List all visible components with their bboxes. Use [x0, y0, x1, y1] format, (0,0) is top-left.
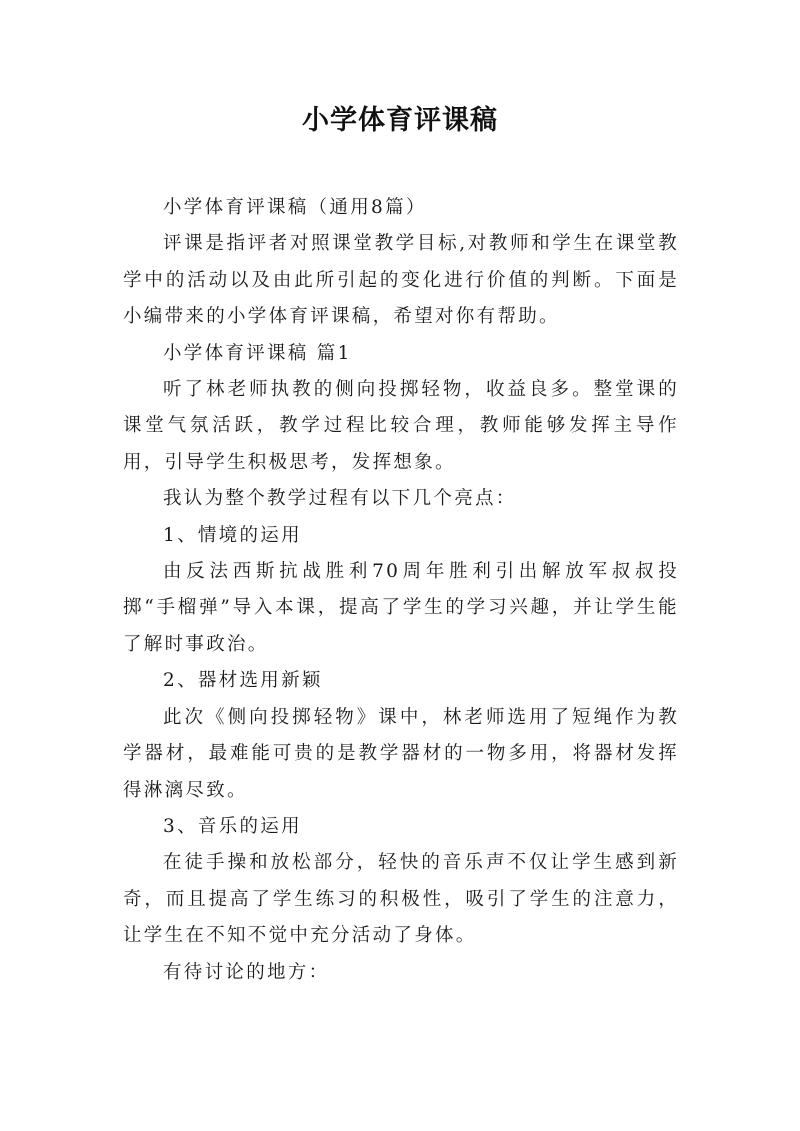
paragraph-point-3-heading: 3、音乐的运用	[163, 815, 302, 837]
paragraph-section-heading: 小学体育评课稿 篇1	[163, 342, 352, 364]
paragraph-point-2-heading: 2、器材选用新颖	[163, 670, 323, 692]
document-body	[123, 190, 679, 991]
paragraph-point-1-body: 由反法西斯抗战胜利70周年胜利引出解放军叔叔投掷“手榴弹”导入本课，提高了学生的学习兴趣，并让学生能了解时事政治。	[123, 561, 679, 655]
paragraph-highlights-intro: 我认为整个教学过程有以下几个亮点：	[163, 488, 517, 510]
paragraph-discussion-heading: 有待讨论的地方：	[163, 961, 330, 983]
paragraph-intro-heading: 小学体育评课稿（通用8篇）	[163, 197, 427, 218]
paragraph-point-2-body: 此次《侧向投掷轻物》课中，林老师选用了短绳作为教学器材，最难能可贵的是教学器材的一物多用，将器材发挥得淋漓尽致。	[123, 706, 679, 801]
document-title: 小学体育评课稿	[302, 105, 498, 136]
paragraph-point-1-heading: 1、情境的运用	[163, 524, 302, 546]
paragraph-overview: 听了林老师执教的侧向投掷轻物，收益良多。整堂课的课堂气氛活跃，教学过程比较合理，教师能够发挥主导作用，引导学生积极思考，发挥想象。	[123, 379, 679, 473]
paragraph-point-3-body: 在徒手操和放松部分，轻快的音乐声不仅让学生感到新奇，而且提高了学生练习的积极性，吸引了学生的注意力，让学生在不知不觉中充分活动了身体。	[123, 852, 679, 947]
paragraph-definition: 评课是指评者对照课堂教学目标,对教师和学生在课堂教学中的活动以及由此所引起的变化进行价值的判断。下面是小编带来的小学体育评课稿，希望对你有帮助。	[123, 233, 679, 328]
